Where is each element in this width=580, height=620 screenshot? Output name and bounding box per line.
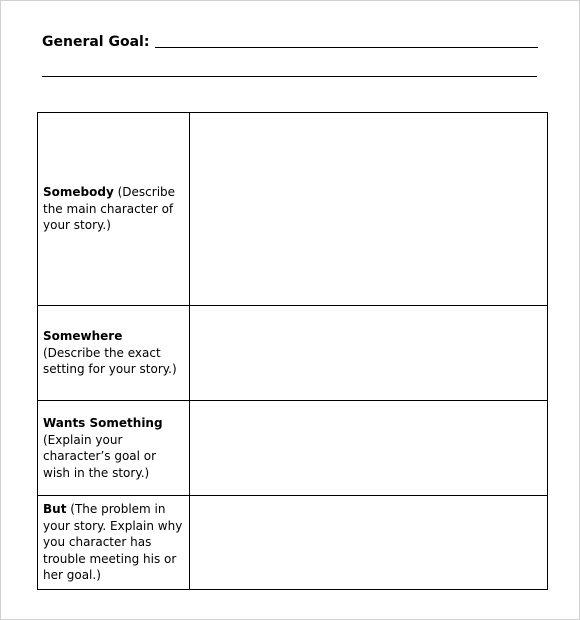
answer-box-wants-something[interactable]: [190, 401, 548, 496]
table-row-somewhere: [38, 306, 548, 401]
description-wants-something: (Explain your character’s goal or wish in the story.): [43, 432, 157, 480]
row-label-wants-something: [38, 401, 190, 496]
row-label-but: [38, 496, 190, 590]
table-row-wants-something: [38, 401, 548, 496]
term-wants-something: Wants Something: [43, 416, 163, 430]
general-goal-label: General Goal:: [42, 34, 150, 50]
description-somebody: (Describe the main character of your story.): [43, 185, 176, 233]
general-goal-blank-line[interactable]: [155, 47, 538, 48]
term-somebody: Somebody: [43, 185, 114, 200]
term-but: But: [43, 502, 67, 517]
general-goal-second-blank-line[interactable]: [42, 76, 537, 77]
table-row-somebody: [38, 113, 548, 306]
description-but: (The problem in your story. Explain why you character has trouble meeting his or her goal.): [43, 502, 183, 583]
answer-box-but[interactable]: [190, 496, 548, 590]
answer-box-somewhere[interactable]: [190, 306, 548, 401]
answer-box-somebody[interactable]: [190, 113, 548, 306]
story-map-table: [37, 112, 548, 590]
row-label-somewhere: [38, 306, 190, 401]
term-somewhere: Somewhere: [43, 329, 123, 344]
row-label-somebody: [38, 113, 190, 306]
description-somewhere: (Describe the exact setting for your story.): [43, 345, 177, 377]
general-goal-row: [42, 32, 538, 50]
table-row-but: [38, 496, 548, 590]
